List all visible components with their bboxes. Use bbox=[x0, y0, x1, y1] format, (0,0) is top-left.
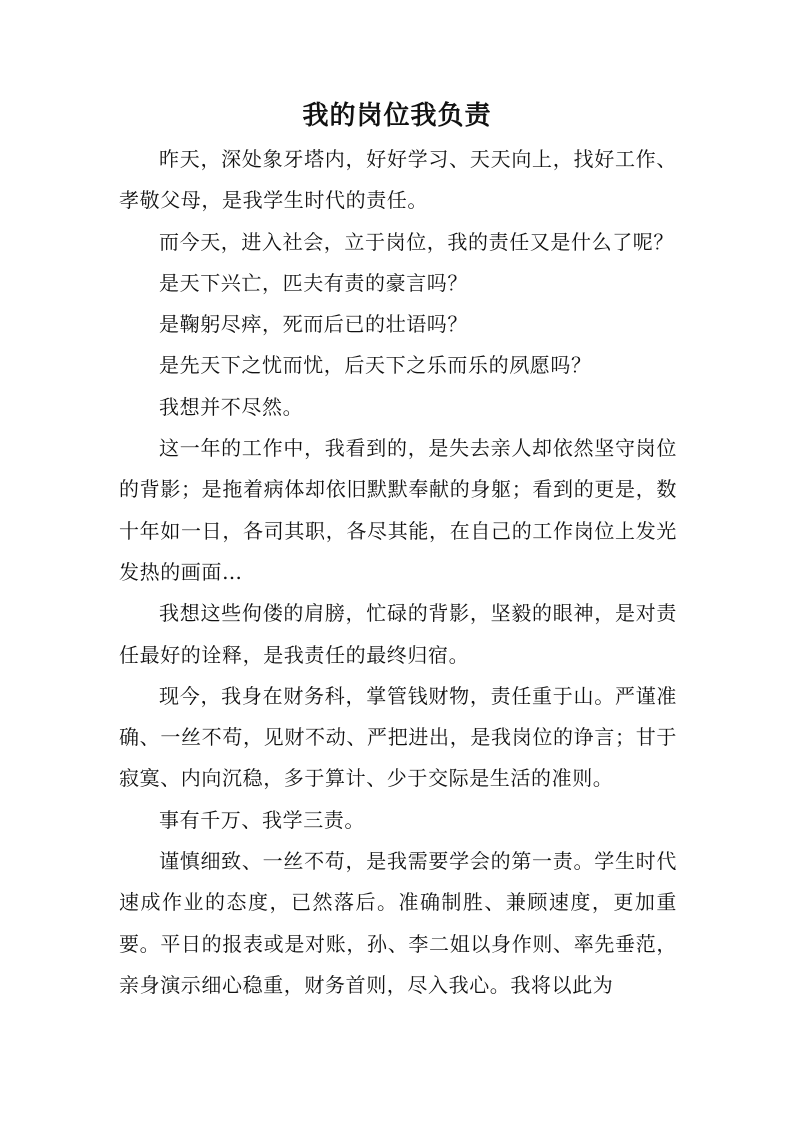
paragraph: 是鞠躬尽瘁，死而后已的壮语吗？ bbox=[159, 312, 468, 337]
paragraph: 我想这些佝偻的肩膀，忙碌的背影，坚毅的眼神，是对责任最好的诠释，是我责任的最终归宿。 bbox=[119, 601, 677, 667]
paragraph: 谨慎细致、一丝不苟，是我需要学会的第一责。学生时代速成作业的态度，已然落后。准确制胜、兼顾速度，更加重要。平日的报表或是对账，孙、李二姐以身作则、率先垂范，亲身演示细心稳重，财务首则，尽入我心。我将以此为 bbox=[119, 849, 677, 997]
paragraph: 而今天，进入社会，立于岗位，我的责任又是什么了呢？ bbox=[159, 229, 674, 254]
paragraph: 事有千万、我学三责。 bbox=[159, 807, 365, 832]
paragraph: 是先天下之忧而忧，后天下之乐而乐的夙愿吗？ bbox=[159, 353, 592, 378]
paragraph: 我想并不尽然。 bbox=[159, 394, 304, 419]
paragraph: 是天下兴亡，匹夫有责的豪言吗？ bbox=[159, 270, 468, 295]
paragraph: 昨天，深处象牙塔内，好好学习、天天向上，找好工作、孝敬父母，是我学生时代的责任。 bbox=[119, 147, 677, 213]
document-body bbox=[119, 139, 677, 1006]
paragraph: 现今，我身在财务科，掌管钱财物，责任重于山。严谨准确、一丝不苟，见财不动、严把进出，是我岗位的诤言；甘于寂寞、内向沉稳，多于算计、少于交际是生活的准则。 bbox=[119, 683, 677, 791]
paragraph: 这一年的工作中，我看到的，是失去亲人却依然坚守岗位的背影；是拖着病体却依旧默默奉献的身躯；看到的更是，数十年如一日，各司其职，各尽其能，在自己的工作岗位上发光发热的画面… bbox=[119, 436, 677, 584]
document-title: 我的岗位我负责 bbox=[302, 101, 492, 131]
